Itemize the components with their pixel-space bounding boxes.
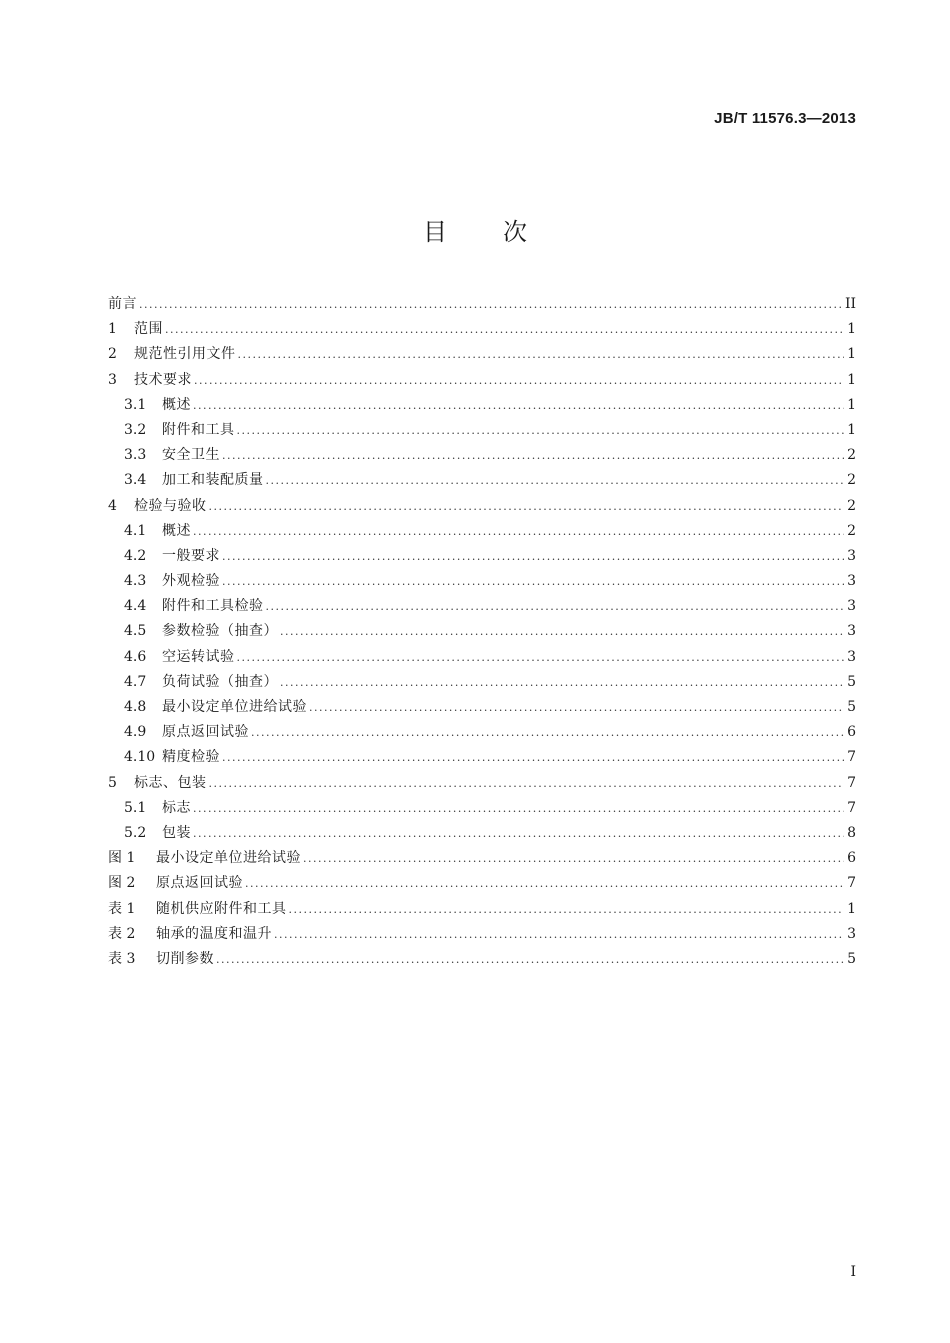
toc-entry-title: 轴承的温度和温升 — [156, 925, 272, 942]
toc-entry[interactable] — [108, 594, 856, 619]
toc-entry-number: 4.4 — [124, 598, 147, 615]
toc-entry-title: 前言 — [108, 296, 137, 312]
toc-dot-leader — [222, 443, 844, 468]
toc-entry[interactable] — [108, 519, 856, 544]
toc-entry-number: 4.3 — [124, 573, 147, 590]
toc-dot-leader — [274, 922, 844, 947]
toc-entry-title: 随机供应附件和工具 — [156, 900, 287, 917]
toc-entry-page: 6 — [847, 724, 856, 741]
toc-entry[interactable] — [108, 695, 856, 720]
toc-entry-title: 负荷试验（抽查） — [162, 673, 278, 690]
toc-entry-number: 4.9 — [124, 724, 147, 741]
toc-entry-number: 3.4 — [124, 472, 147, 489]
toc-entry-number: 图 1 — [108, 850, 136, 867]
table-of-contents — [108, 292, 856, 972]
toc-entry-title: 外观检验 — [162, 573, 220, 590]
toc-entry[interactable] — [108, 670, 856, 695]
toc-dot-leader — [139, 292, 843, 317]
toc-entry[interactable] — [108, 494, 856, 519]
toc-entry-number: 5.1 — [124, 799, 147, 816]
toc-dot-leader — [237, 645, 845, 670]
toc-dot-leader — [289, 897, 845, 922]
toc-entry-page: 1 — [847, 371, 856, 388]
toc-entry[interactable] — [108, 368, 856, 393]
toc-entry-number: 图 2 — [108, 875, 136, 892]
toc-entry-page: 7 — [847, 774, 856, 791]
toc-entry[interactable] — [108, 897, 856, 922]
toc-entry-number: 5.2 — [124, 824, 147, 841]
toc-dot-leader — [222, 569, 844, 594]
toc-dot-leader — [216, 947, 844, 972]
toc-entry-title: 空运转试验 — [162, 648, 235, 665]
toc-entry[interactable] — [108, 745, 856, 770]
toc-entry[interactable] — [108, 342, 856, 367]
toc-entry-title: 安全卫生 — [162, 447, 220, 464]
toc-entry-page: 8 — [847, 824, 856, 841]
toc-dot-leader — [193, 821, 844, 846]
toc-entry-number: 4.7 — [124, 673, 147, 690]
toc-entry-number: 3.1 — [124, 396, 147, 413]
toc-entry-page: 1 — [847, 900, 856, 917]
toc-entry-page: 7 — [847, 749, 856, 766]
toc-entry-number: 4.10 — [124, 749, 156, 766]
page-title: 目次 — [423, 218, 583, 246]
toc-entry-page: 1 — [847, 321, 856, 338]
toc-entry-page: 5 — [847, 950, 856, 967]
toc-entry[interactable] — [108, 947, 856, 972]
toc-entry-number: 4.6 — [124, 648, 147, 665]
toc-dot-leader — [193, 519, 844, 544]
toc-entry[interactable] — [108, 821, 856, 846]
toc-entry[interactable] — [108, 922, 856, 947]
toc-entry[interactable] — [108, 468, 856, 493]
toc-dot-leader — [193, 393, 844, 418]
toc-entry-page: 7 — [847, 875, 856, 892]
toc-entry-title: 参数检验（抽查） — [162, 623, 278, 640]
toc-entry-title: 附件和工具 — [162, 421, 235, 438]
toc-entry-number: 4 — [108, 497, 117, 514]
toc-entry-number: 5 — [108, 774, 117, 791]
toc-entry-number: 表 2 — [108, 925, 136, 942]
toc-entry-title: 最小设定单位进给试验 — [162, 699, 307, 715]
toc-entry-number: 4.5 — [124, 623, 147, 640]
toc-entry[interactable] — [108, 871, 856, 896]
toc-dot-leader — [193, 796, 844, 821]
toc-entry[interactable] — [108, 292, 856, 317]
page-number: I — [850, 1264, 856, 1280]
toc-entry-number: 表 3 — [108, 950, 136, 967]
toc-dot-leader — [309, 695, 844, 720]
toc-entry-title: 标志、包装 — [134, 774, 207, 791]
toc-entry-page: 5 — [847, 699, 856, 715]
toc-entry-number: 3 — [108, 371, 117, 388]
toc-entry-page: 2 — [847, 497, 856, 514]
toc-entry-title: 范围 — [134, 321, 163, 338]
toc-entry[interactable] — [108, 393, 856, 418]
standard-code: JB/T 11576.3—2013 — [714, 110, 856, 127]
toc-entry[interactable] — [108, 846, 856, 871]
toc-entry-page: 1 — [847, 421, 856, 438]
toc-entry-page: 7 — [847, 799, 856, 816]
toc-entry-page: 3 — [847, 547, 856, 564]
toc-dot-leader — [222, 544, 844, 569]
toc-entry[interactable] — [108, 544, 856, 569]
toc-dot-leader — [209, 494, 845, 519]
toc-entry-page: 6 — [847, 850, 856, 867]
toc-entry-title: 包装 — [162, 824, 191, 841]
toc-entry-title: 附件和工具检验 — [162, 598, 264, 615]
toc-dot-leader — [303, 846, 844, 871]
toc-entry-title: 概述 — [162, 396, 191, 413]
toc-entry-page: 5 — [847, 673, 856, 690]
toc-entry-page: 2 — [847, 447, 856, 464]
toc-entry-page: II — [844, 296, 856, 312]
toc-entry-title: 加工和装配质量 — [162, 472, 264, 489]
toc-entry-page: 3 — [847, 573, 856, 590]
toc-entry-title: 规范性引用文件 — [134, 346, 236, 363]
toc-entry[interactable] — [108, 619, 856, 644]
toc-dot-leader — [280, 670, 844, 695]
toc-entry-title: 标志 — [162, 799, 191, 816]
toc-dot-leader — [209, 771, 845, 796]
toc-entry-title: 概述 — [162, 522, 191, 539]
toc-dot-leader — [245, 871, 844, 896]
toc-dot-leader — [280, 619, 844, 644]
toc-entry-page: 1 — [847, 346, 856, 363]
toc-entry-number: 3.2 — [124, 421, 147, 438]
toc-entry-page: 3 — [847, 623, 856, 640]
toc-entry-title: 切削参数 — [156, 950, 214, 967]
toc-entry-page: 3 — [847, 598, 856, 615]
toc-dot-leader — [266, 468, 845, 493]
toc-entry[interactable] — [108, 569, 856, 594]
toc-entry[interactable] — [108, 317, 856, 342]
toc-dot-leader — [266, 594, 845, 619]
toc-entry-number: 2 — [108, 346, 117, 363]
toc-dot-leader — [222, 745, 844, 770]
toc-entry-page: 2 — [847, 472, 856, 489]
toc-dot-leader — [194, 368, 844, 393]
toc-dot-leader — [165, 317, 844, 342]
toc-entry-number: 表 1 — [108, 900, 136, 917]
toc-entry-title: 精度检验 — [162, 749, 220, 766]
toc-entry-page: 3 — [847, 648, 856, 665]
toc-entry-title: 检验与验收 — [134, 497, 207, 514]
toc-entry-title: 原点返回试验 — [156, 875, 243, 892]
toc-entry[interactable] — [108, 645, 856, 670]
toc-dot-leader — [251, 720, 844, 745]
toc-entry-number: 1 — [108, 321, 117, 338]
toc-entry-number: 4.2 — [124, 547, 147, 564]
toc-dot-leader — [238, 342, 845, 367]
toc-entry-title: 技术要求 — [134, 371, 192, 388]
toc-entry-page: 1 — [847, 396, 856, 413]
toc-entry-page: 3 — [847, 925, 856, 942]
toc-entry-number: 4.8 — [124, 699, 147, 715]
toc-entry-page: 2 — [847, 522, 856, 539]
toc-entry[interactable] — [108, 418, 856, 443]
toc-entry[interactable] — [108, 720, 856, 745]
toc-entry-number: 4.1 — [124, 522, 147, 539]
toc-entry-title: 最小设定单位进给试验 — [156, 850, 301, 867]
toc-entry-title: 原点返回试验 — [162, 724, 249, 741]
toc-entry[interactable] — [108, 796, 856, 821]
toc-entry-number: 3.3 — [124, 447, 147, 464]
toc-entry[interactable] — [108, 771, 856, 796]
toc-dot-leader — [237, 418, 845, 443]
toc-entry[interactable] — [108, 443, 856, 468]
toc-entry-title: 一般要求 — [162, 547, 220, 564]
